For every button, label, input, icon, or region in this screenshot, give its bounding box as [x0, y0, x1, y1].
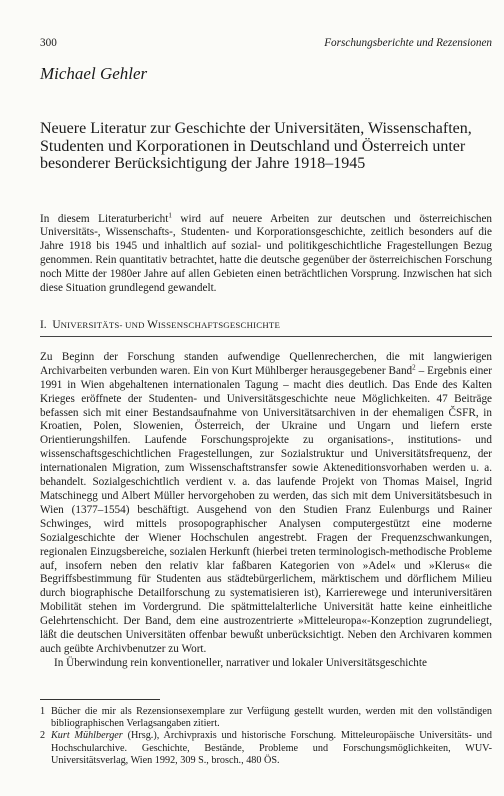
body-paragraph-1	[40, 351, 492, 657]
body-text-rest: – Ergebnis einer 1991 in Wien abgehaltenen internationalen Tagung – macht dies deutlich. Das Ende des Kalten Krieges eröffnete der Studenten- und Universitätsgeschichte neue Möglichkeiten. 47 Beiträge befassen sich mit einer Bestandsaufnahme von Universitätsarchiven in der ehemaligen ČSFR, in Kroatien, Polen, Slowenien, Österreich, der Ukraine und Ungarn und liefern erste Orientierungshilfen. Laufende Forschungsprojekte zu organisations-, institutions- und wissenschaftsgeschichtlichen Fragestellungen, zur Sozialstruktur und Universitätsfrequenz, der internationalen Migration, zum Wissenschaftstransfer sowie Akteneditionsvorhaben werden u. a. behandelt. Sozialgeschichtlich verdient v. a. das laufende Projekt von Thomas Maisel, Ingrid Matschinegg und Albert Müller hervorgehoben zu werden, das sich mit dem Universitätsbesuch in Wien (1377–1554) beschäftigt. Ausgehend von den Studien Franz Eulenburgs und Rainer Schwinges, wird mittels prosopographischer Analysen computergestützt eine moderne Sozialgeschichte der Wiener Hochschulen angestrebt. Fragen der Frequenzschwankungen, regionalen Einzugsbereiche, sozialen Herkunft (hierbei treten terminologisch-methodische Probleme auf, insofern neben den relativ klar faßbaren Kategorien von »Adel« und »Klerus« die Begriffsbestimmung für Studenten aus städtebürgerlichem, märktischem und dörflichem Milieu durch biographische Detailforschung zu systematisieren ist), Karrierewege und interuniversitären Mobilität stehen im Vordergrund. Die spätmittelalterliche Universität hatte keine einheitliche Gelehrtenschicht. Der Band, dem eine austrozentrierte »Mitteleuropa«-Konzeption zugrundeliegt, läßt die deutschen Universitäten offenbar bewußt unberücksichtigt. Neben den Archivaren kommen auch geübte Archivbenutzer zu Wort.	[40, 364, 492, 655]
footnote-2	[40, 730, 492, 767]
footnote-divider	[40, 699, 160, 700]
body-paragraph-2: In Überwindung rein konventioneller, narrativer und lokaler Universitätsgeschichte	[54, 656, 427, 669]
section-title-cap1: U	[52, 318, 61, 331]
intro-text-start: In diesem Literaturbericht	[40, 212, 169, 225]
footnote-italic: Kurt Mühlberger	[51, 730, 123, 742]
intro-text-rest: wird auf neuere Arbeiten zur deutschen und österreichischen Universitäts-, Wissenschafts-, Studenten- und Korporationsgeschichte, zeitlich besonders auf die Jahre 1918 bis 1945 und inhaltlich auf sozial- und politikgeschichtliche Fragestellungen Bezug genommen. Rein quantitativ betrachtet, hatte die deutsche gegenüber der österreichischen Forschung noch Mitte der 1980er Jahre auf allen Gebieten einen beträchtlichen Vorsprung. Inzwischen hat sich diese Situation grundlegend gewandelt.	[40, 212, 493, 295]
footnote-ref-2[interactable]: 2	[412, 363, 416, 372]
footnote-body: Bücher die mir als Rezensionsexemplare zur Verfügung gestellt wurden, werden mit den vollständigen bibliographischen Verlagsangaben zitiert.	[51, 705, 492, 730]
journal-page	[40, 36, 492, 767]
article-title: Neuere Literatur zur Geschichte der Universitäten, Wissenschaften, Studenten und Korporationen in Deutschland und Österreich unter besonderer Berücksichtigung der Jahre 1918–1945	[40, 120, 472, 172]
section-title-joiner: - UND	[119, 319, 148, 330]
footnote-body: (Hrsg.), Archivpraxis und historische Forschung. Mitteleuropäische Universitäts- und Hochschularchive. Geschichte, Bestände, Probleme und Forschungsmöglichkeiten, WUV-Universitätsverlag, Wien 1992, 309 S., brosch., 480 ÖS.	[51, 730, 492, 766]
page-header	[40, 36, 492, 50]
footnote-text	[51, 706, 492, 731]
section-number: I.	[40, 318, 47, 331]
footnote-text	[51, 730, 492, 767]
body-text-start: Zu Beginn der Forschung standen aufwendige Quellenrecherchen, die mit langwierigen Archivarbeiten verbunden waren. Ein von Kurt Mühlberger herausgegebener Band	[40, 350, 492, 377]
running-title: Forschungsberichte und Rezensionen	[324, 37, 492, 49]
footnote-1	[40, 706, 492, 731]
section-title-cap2: W	[147, 318, 158, 331]
page-number: 300	[40, 37, 57, 49]
section-heading	[40, 318, 492, 337]
footnote-ref-1[interactable]: 1	[168, 210, 172, 219]
article-author: Michael Gehler	[40, 64, 148, 83]
intro-paragraph	[40, 210, 493, 296]
footnote-number: 2	[40, 730, 46, 742]
footnote-number: 1	[40, 705, 46, 717]
section-title-part1: NIVERSITÄTS	[60, 319, 120, 330]
section-title-part2: ISSENSCHAFTSGESCHICHTE	[157, 319, 281, 330]
